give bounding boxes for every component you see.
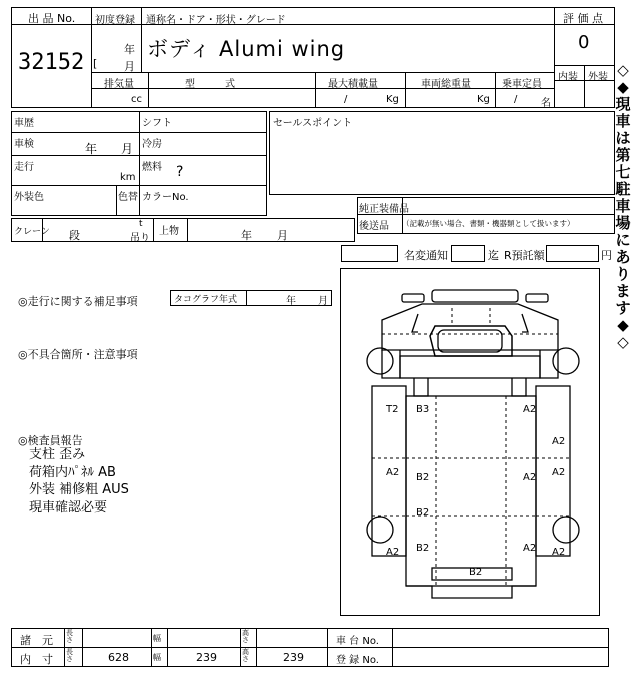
yen-unit: 円: [601, 249, 612, 262]
first-reg-label: 初度登録: [95, 15, 135, 26]
damage-mark: B2: [416, 507, 430, 518]
damage-mark: A2: [552, 436, 566, 447]
side-notice: ◇◆現車は第七駐車場にあります◆◇: [615, 61, 631, 351]
post-send-label: 後送品: [359, 221, 389, 232]
length-label-2: 長さ: [66, 648, 73, 663]
score-label: 評 価 点: [563, 12, 603, 25]
name-change-box: [451, 245, 485, 262]
max-load-label: 最大積載量: [328, 79, 378, 90]
sales-points-label: セールスポイント: [273, 118, 353, 129]
inner-dim-label: 内 寸: [20, 653, 53, 666]
damage-mark: T2: [386, 404, 399, 415]
damage-mark: A2: [523, 472, 537, 483]
width-label: 幅: [153, 634, 161, 643]
inner-width-value: 239: [196, 651, 217, 664]
post-send-note: （記載が無い場合、書類・機器類として扱います）: [402, 219, 575, 228]
registration-no-label: 登 録 No.: [336, 655, 379, 666]
shift-label: シフト: [142, 118, 172, 129]
chassis-no-label: 車 台 No.: [336, 636, 379, 647]
capacity-sep: /: [514, 94, 518, 105]
damage-mark: A2: [386, 467, 400, 478]
tachograph-year: 年: [286, 296, 296, 307]
color-code-label: カラーNo.: [142, 192, 189, 203]
height-label: 高さ: [242, 629, 249, 644]
interior-label: 内装: [558, 72, 578, 83]
damage-mark: B2: [416, 543, 430, 554]
width-label-2: 幅: [153, 653, 161, 662]
lift-year-unit: 年: [241, 229, 252, 242]
first-reg-month-unit: 月: [124, 60, 135, 73]
height-label-2: 高さ: [242, 648, 249, 663]
score-value: 0: [578, 32, 590, 53]
damage-mark: B2: [469, 567, 483, 578]
report-lines: [29, 446, 129, 516]
damage-mark: A2: [386, 547, 400, 558]
inspection-year-unit: 年: [85, 142, 98, 156]
inspector-report-label: ◎検査員報告: [18, 434, 83, 447]
driving-notes-label: ◎走行に関する補足事項: [18, 295, 138, 308]
damage-mark: B2: [416, 472, 430, 483]
defects-label: ◎不具合箇所・注意事項: [18, 348, 138, 361]
stage-unit: 段: [69, 229, 80, 242]
tachograph-label: タコグラフ年式: [174, 295, 238, 305]
genuine-equip-label: 純正装備品: [359, 204, 409, 215]
gross-weight-label: 車両総重量: [421, 79, 471, 90]
first-reg-year-unit: 年: [124, 43, 135, 56]
displacement-unit: cc: [131, 94, 142, 105]
ac-label: 冷房: [142, 139, 162, 150]
report-line: 現車確認必要: [29, 499, 108, 515]
deadline-label: 迄: [488, 249, 499, 262]
damage-mark: A2: [552, 467, 566, 478]
inspection-label: 車検: [14, 139, 34, 150]
lift-label: 上物: [159, 226, 179, 237]
inner-length-value: 628: [108, 651, 129, 664]
length-label: 長さ: [66, 629, 73, 644]
lot-number: 32152: [18, 50, 85, 75]
report-line: 荷箱内ﾊﾟﾈﾙ AB: [29, 464, 116, 480]
lift-month-unit: 月: [277, 229, 288, 242]
capacity-label: 乗車定員: [502, 79, 542, 90]
specs-label: 諸 元: [20, 634, 53, 647]
crane-label: クレーン: [14, 227, 50, 237]
max-load-sep: /: [344, 94, 348, 105]
inspection-month-unit: 月: [121, 142, 134, 156]
ext-color-label: 外装色: [14, 192, 44, 203]
hook-unit: 吊り: [130, 233, 150, 244]
color-no-label: 色替: [118, 192, 138, 203]
fuel-value: ?: [176, 164, 184, 180]
displacement-label: 排気量: [104, 79, 134, 90]
name-change-label: 名変通知: [404, 249, 448, 262]
damage-mark: A2: [552, 547, 566, 558]
exterior-label: 外装: [588, 72, 608, 83]
fuel-label: 燃料: [142, 162, 162, 173]
mileage-unit: km: [120, 172, 136, 183]
r-deposit-box: [546, 245, 599, 262]
damage-mark: B3: [416, 404, 430, 415]
damage-mark: A2: [523, 404, 537, 415]
report-line: 外装 補修粗 AUS: [29, 482, 129, 497]
max-load-unit: Kg: [386, 94, 399, 105]
tachograph-month: 月: [318, 296, 328, 307]
lot-label: 出 品 No.: [28, 12, 76, 25]
bracket: [: [93, 57, 98, 70]
ton-unit: t: [139, 219, 143, 229]
history-label: 車歴: [14, 118, 34, 129]
inner-height-value: 239: [283, 651, 304, 664]
vehicle-title: ボディ Alumi wing: [147, 37, 346, 61]
model-code-label: 型 式: [185, 79, 235, 90]
mileage-label: 走行: [14, 162, 34, 173]
crane-row: [11, 218, 355, 242]
capacity-unit: 名: [541, 98, 551, 109]
gross-weight-unit: Kg: [477, 94, 490, 105]
damage-mark: A2: [523, 543, 537, 554]
r-deposit-label: R預託額: [504, 249, 545, 262]
model-label: 通称名・ドア・形状・グレード: [146, 15, 286, 26]
report-line: 支柱 歪み: [29, 447, 86, 462]
name-change-date-box: [341, 245, 398, 262]
